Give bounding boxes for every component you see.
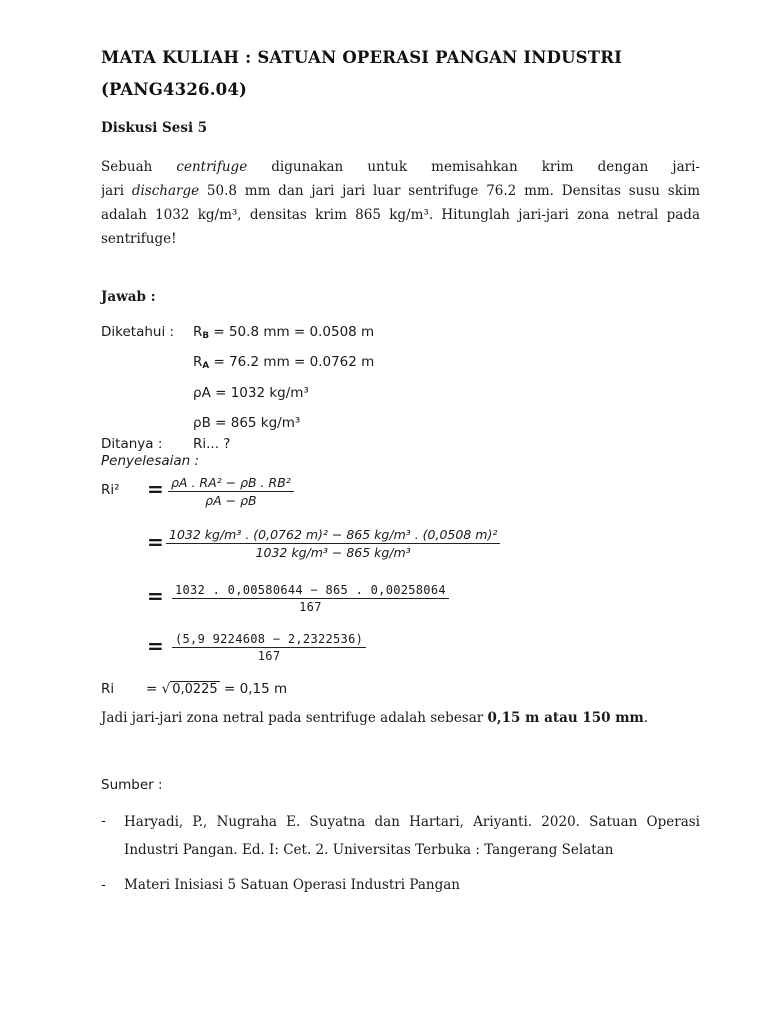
symbol: R [193,354,203,370]
known-ra [193,354,374,370]
sqrt-symbol: = √ [146,681,171,697]
equals-sign: = [147,634,164,658]
word-discharge: discharge [131,183,200,199]
sources-heading: Sumber : [101,777,163,793]
answer-heading: Jawab : [101,289,156,305]
question-line-1 [101,155,700,179]
word-centrifuge: centrifuge [176,159,248,175]
value: = 50.8 mm = 0.0508 m [209,324,375,340]
conclusion-text: Jadi jari-jari zona netral pada sentrifuge adalah sebesar [101,710,488,726]
word: memisahkan [431,159,518,175]
formula-denominator: ρA − ρB [205,493,257,508]
asked-label: Ditanya : [101,436,163,452]
known-rho-a: ρA = 1032 kg/m³ [193,385,309,401]
ri-result [146,681,287,697]
symbol: R [193,324,203,340]
formula-numerator: 1032 kg/m³ . (0,0762 m)² − 865 kg/m³ . (0,0508 m)² [166,527,500,544]
document-title: MATA KULIAH : SATUAN OPERASI PANGAN INDUSTRI [101,48,623,67]
known-label: Diketahui : [101,324,175,340]
word: untuk [367,159,408,175]
word: jari- [672,159,700,175]
formula-general [168,472,294,508]
formula-computed [172,579,449,614]
formula-denominator: 167 [257,649,281,663]
subscript: B [202,330,210,341]
formula-simplified [172,628,366,663]
formula-denominator: 1032 kg/m³ − 865 kg/m³ [255,545,411,560]
formula-substituted [166,524,500,560]
question-paragraph [101,155,700,251]
word: Sebuah [101,159,153,175]
known-rho-b: ρB = 865 kg/m³ [193,415,301,431]
formula-numerator: (5,9 9224608 − 2,2322536) [172,632,366,648]
reference-1-line-1: Haryadi, P., Nugraha E. Suyatna dan Hartari, Ariyanti. 2020. Satuan Operasi [124,814,700,830]
formula-denominator: 167 [299,600,322,614]
session-heading: Diskusi Sesi 5 [101,120,208,136]
course-code: (PANG4326.04) [101,80,248,99]
conclusion-result: 0,15 m atau 150 mm [487,710,644,726]
period: . [643,710,649,726]
formula-numerator: 1032 . 0,00580644 − 865 . 0,00258064 [172,583,449,599]
question-text: 50.8 mm dan jari jari luar sentrifuge 76.2 mm. Densitas susu skim [199,183,700,199]
bullet-dash: - [101,813,106,829]
formula-numerator: ρA . RA² − ρB . RB² [168,475,294,492]
question-line-4: sentrifuge! [101,231,177,247]
known-rb [193,324,374,340]
equals-sign: = [147,584,164,608]
subscript: A [202,360,210,371]
bullet-dash: - [101,877,106,893]
value: = 76.2 mm = 0.0762 m [209,354,375,370]
equals-sign: = [147,530,164,554]
word: dengan [597,159,649,175]
conclusion [101,710,648,726]
result-value: = 0,15 m [219,681,288,697]
equals-sign: = [147,477,164,501]
solution-label: Penyelesaian : [101,453,200,469]
question-line-2 [101,179,700,203]
ri-label: Ri [101,681,115,697]
reference-2: Materi Inisiasi 5 Satuan Operasi Industri Pangan [124,877,460,893]
word: krim [541,159,574,175]
reference-1 [124,808,700,864]
reference-1-line-2: Industri Pangan. Ed. I: Cet. 2. Universitas Terbuka : Tangerang Selatan [124,842,614,858]
word: digunakan [271,159,344,175]
asked-value: Ri... ? [193,436,231,452]
word: jari [101,183,125,199]
ri-squared: Ri² [101,482,120,498]
question-line-3: adalah 1032 kg/m³, densitas krim 865 kg/m³. Hitunglah jari-jari zona netral pada [101,207,700,223]
radicand: 0,0225 [172,682,218,697]
